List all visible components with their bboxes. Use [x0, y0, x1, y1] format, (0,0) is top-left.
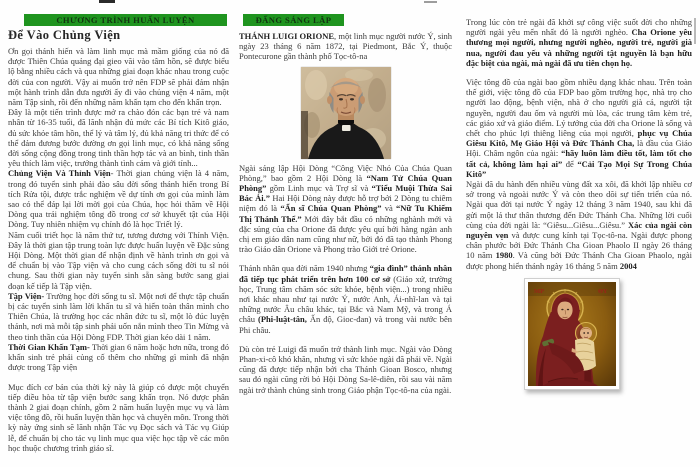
- paragraph: Năm cuối triết học là năm thứ tư, tương đương với Thỉnh Viện. Đây là thời gian tập trung toàn lực được huấn luyện về Đặc sủng Hội Dòng. Một thời gian để nhận định về hành trình ơn gọi và để chuẩn bị vào Tập viện và cho cung cách sống đời tu sĩ nói chung. Sau thời gian này tuyển sinh sẵn sàng bước sang giai đoạn kế tiếp là Tập viện.: [8, 229, 229, 291]
- paragraph: Mục đích cơ bản của thời kỳ này là giúp có được một chuyển tiếp điều hòa từ tập viện bước sang khấn trọn. Nó được phân thành 2 giai đoạn chính, gồm 2 năm huấn luyện mục vụ và làm việc tông đồ, rồi huấn luyện thần học và chuyên môn. Trong thời kỳ này ứng sinh sẽ lãnh nhận Tác vụ Đọc sách và Tác vụ Giúp lễ, để chuẩn bị cho tác vụ linh mục qua việc học tập về các môn học thuộc chương trình giáo sĩ.: [8, 381, 229, 453]
- paragraph: Việc tông đồ của ngài bao gồm nhiều dạng khác nhau. Trên toàn thế giới, việc tông đồ của FDP bao gồm trường học, nhà trọ cho người lao động, bệnh viện, nhà ở cho người già cả, người tật nguyền, người đau ốm và người mù lòa, các trung tâm kèm trẻ, các giáo xứ và giáo điểm. Lý tưởng của đời cha Orione là sống và chết cho phúc lợi thiêng liêng của mọi người, phục vụ Chúa Giêsu Kitô, Mẹ Giáo Hội và Đức Thánh Cha, là đầu của Giáo Hội. Châm ngôn của ngài: “hãy luôn làm điều tốt, làm tốt cho tất cả, không làm hại ai” để “Cải Tạo Mọi Sự Trong Chúa Kitô”: [466, 77, 692, 179]
- svg-text:ΜΡ: ΜΡ: [534, 287, 545, 295]
- founder-photo: [301, 67, 391, 159]
- paragraph: Tập Viện- Trường học đời sống tu sĩ. Một nơi để thực tập chuẩn bị các tuyển sinh làm lời khấn tu sĩ và hiến toàn thân mình cho Thiên Chúa, là trường học các nhân đức tu sĩ, một lò đúc luyện thánh, nơi mà mỗi tập sinh phải uốn nắn mình theo Tin Mừng và theo tinh thần của Hội Dòng FDP. Thời gian kéo dài 1 năm.: [8, 290, 229, 342]
- paragraph: Thời Gian Khấn Tạm- Thời gian 6 năm hoặc hơn nữa, trong đó khấn sinh trẻ phải củng cố thêm cho những gì mình đã nhận được trong Tập viện: [8, 341, 229, 373]
- section-header-label: ĐẤNG SÁNG LẬP: [255, 15, 332, 25]
- paragraph: Dù còn trẻ Luigi đã muốn trở thành linh mục. Ngài vào Dòng Phan-xi-cô khó khăn, nhưng vì sức khỏe ngài đã phải về. Ngài cũng đã được tiếp nhận bởi cha Thánh Gioan Bosco, nhưng sau đó ngài cũng rời bỏ Hội Dòng Sa-lê-diên, rồi sau vài năm ngài trở thành chủng sinh trong Giáo phận Tọc-tô-na của ngài.: [239, 343, 452, 395]
- right-column: [466, 17, 692, 390]
- madonna-icon: [524, 278, 620, 390]
- paragraph: Ngài sáng lập Hội Dòng “Công Việc Nhỏ Của Chúa Quan Phòng,” bao gồm 2 Hội Dòng là “Nam Tử Chúa Quan Phòng” gồm Linh mục và Trợ sĩ và “Tiểu Muội Thừa Sai Bác Ái.” Hai Hội Dòng này được hỗ trợ bởi 2 Dòng tu chiêm niệm đó là “Ẩn sĩ Chúa Quan Phòng” và “Nữ Tu Khiếm Thị Thánh Thể.” Mới đây bắt đầu có những nghành mới và đặc sủng của cha Orione đã được yêu quí bởi hàng ngàn anh chị em giáo dân nam cũng như nữ, bởi đó đã tạo thành Phong trào Giáo dân Orione và Phong trào Giới trẻ Orione.: [239, 162, 453, 255]
- left-column: [8, 13, 229, 453]
- paragraph: Ơn gọi thánh hiến và làm linh mục mà mầm giống của nó đã được Thiên Chúa quảng đại gieo vãi vào tâm hồn, sẽ được biểu lộ bằng nhiều cách và qua những giai đoạn khác nhau trong cuộc đời của con người. Vậy ai muốn trở nên FDP sẽ phải đảm nhận một hành trình dẫn đưa người ấy đi vào chủng viện 4 năm, một năm Tập sinh, rồi đến những năm khấn tạm cho đến khấn trọn.: [8, 46, 229, 108]
- scan-mark: [424, 1, 437, 3]
- paragraph: Đây là một tiến trình được mở ra chào đón các bạn trẻ và nam nhân từ 16-35 tuổi, đã lãnh nhận đủ mức các Bí tích Kitô giáo, đủ sức khỏe tâm hồn, thể lý và tâm lý, đủ khả năng tri thức để có thể đảm đương bước đường ơn gọi linh mục, có khả năng sống đời sống cộng đồng trong tinh thần hợp tác và an bình, tinh thần yêu thích làm việc, trưởng thành tình cảm và giới tính...: [8, 107, 229, 169]
- section-header-label: CHƯƠNG TRÌNH HUẤN LUYỆN: [56, 15, 195, 25]
- middle-column: [239, 13, 452, 395]
- paragraph: Thánh nhân qua đời năm 1940 nhưng “gia đình” thánh nhân đã tiếp tục phát triển trên hơn 100 cơ sở (Giáo xứ, trường học, Trung tâm chăm sóc sức khỏe, bệnh viện...) trong nhiều nơi khác nhau như tại nước Ý, nước Anh, Ái-nhĩ-lan và tại những nước Âu châu khác, tại Bắc và Nam Mỹ, và trong Á châu (Phi-luật-tân, Ấn độ, Gioc-đan) và trong vài nước bên Phi châu.: [239, 263, 452, 335]
- paragraph: THÁNH LUIGI ORIONE, một linh mục người nước Ý, sinh ngày 23 tháng 6 năm 1872, tại Piedmont, Bắc Ý, thuộc Pontecurone gần thành phố Tọc-tô-na: [239, 31, 453, 62]
- svg-text:ΘΥ: ΘΥ: [598, 287, 608, 295]
- column-title: Để Vào Chủng Viện: [8, 28, 121, 42]
- paragraph: Chủng Viện Và Thỉnh Viện- Thời gian chủng viện là 4 năm, trong đó tuyển sinh phải đào sâu đời sống thánh hiến trong Bí tích Rửa tội, được trắc nghiệm về dự tính ơn gọi của mình làm sao có thể đáp lại lời mời gọi của Chúa, học hỏi thăm về Hội Dòng qua trải nghiệm tông đồ trong cơ sở khuyết tật của Hội Dòng. Tuy nhiên nhiệm vụ chính đó là học Triết lý.: [8, 168, 229, 230]
- paragraph: Ngài đã du hành đến nhiều vùng đất xa xôi, đã khởi lập nhiều cơ sở trong và ngoài nước Ý và còn theo dõi sự tiến triển của nó. Ngài qua đời tại nước Ý ngày 12 tháng 3 năm 1940, sau khi đã gửi một lá thư thân thương đến Đức Thánh Cha. Những lời cuối cùng của đời ngài là: “Giêsu...Giêsu...Giêsu.” Xác của ngài còn nguyên vẹn và được cung kính tại Tọc-tô-na. Ngài được phong chân phước bởi Đức Thánh Cha Gioan Phaolo II ngày 26 tháng 10 năm 1980. Và cũng bởi Đức Thánh Cha Gioan Phaolo, ngài được phong hiển thánh ngày 16 tháng 5 năm 2004: [466, 179, 693, 271]
- paragraph: Trong lúc còn trẻ ngài đã khởi sự công việc suốt đời cho những người ngài yêu mến nhất đó là người nghèo. Cha Orione yêu thương mọi người, nhưng người nghèo, người trẻ, người già nua, người đau yếu và những người tật nguyền là bạn hữu đặc biệt của ngài, mà ngài đã ưu tiên chọn họ.: [466, 17, 692, 68]
- scan-mark: [694, 18, 696, 44]
- madonna-and-child-image: [528, 282, 616, 386]
- priest-portrait-image: [301, 67, 391, 159]
- scan-mark: [99, 0, 115, 3]
